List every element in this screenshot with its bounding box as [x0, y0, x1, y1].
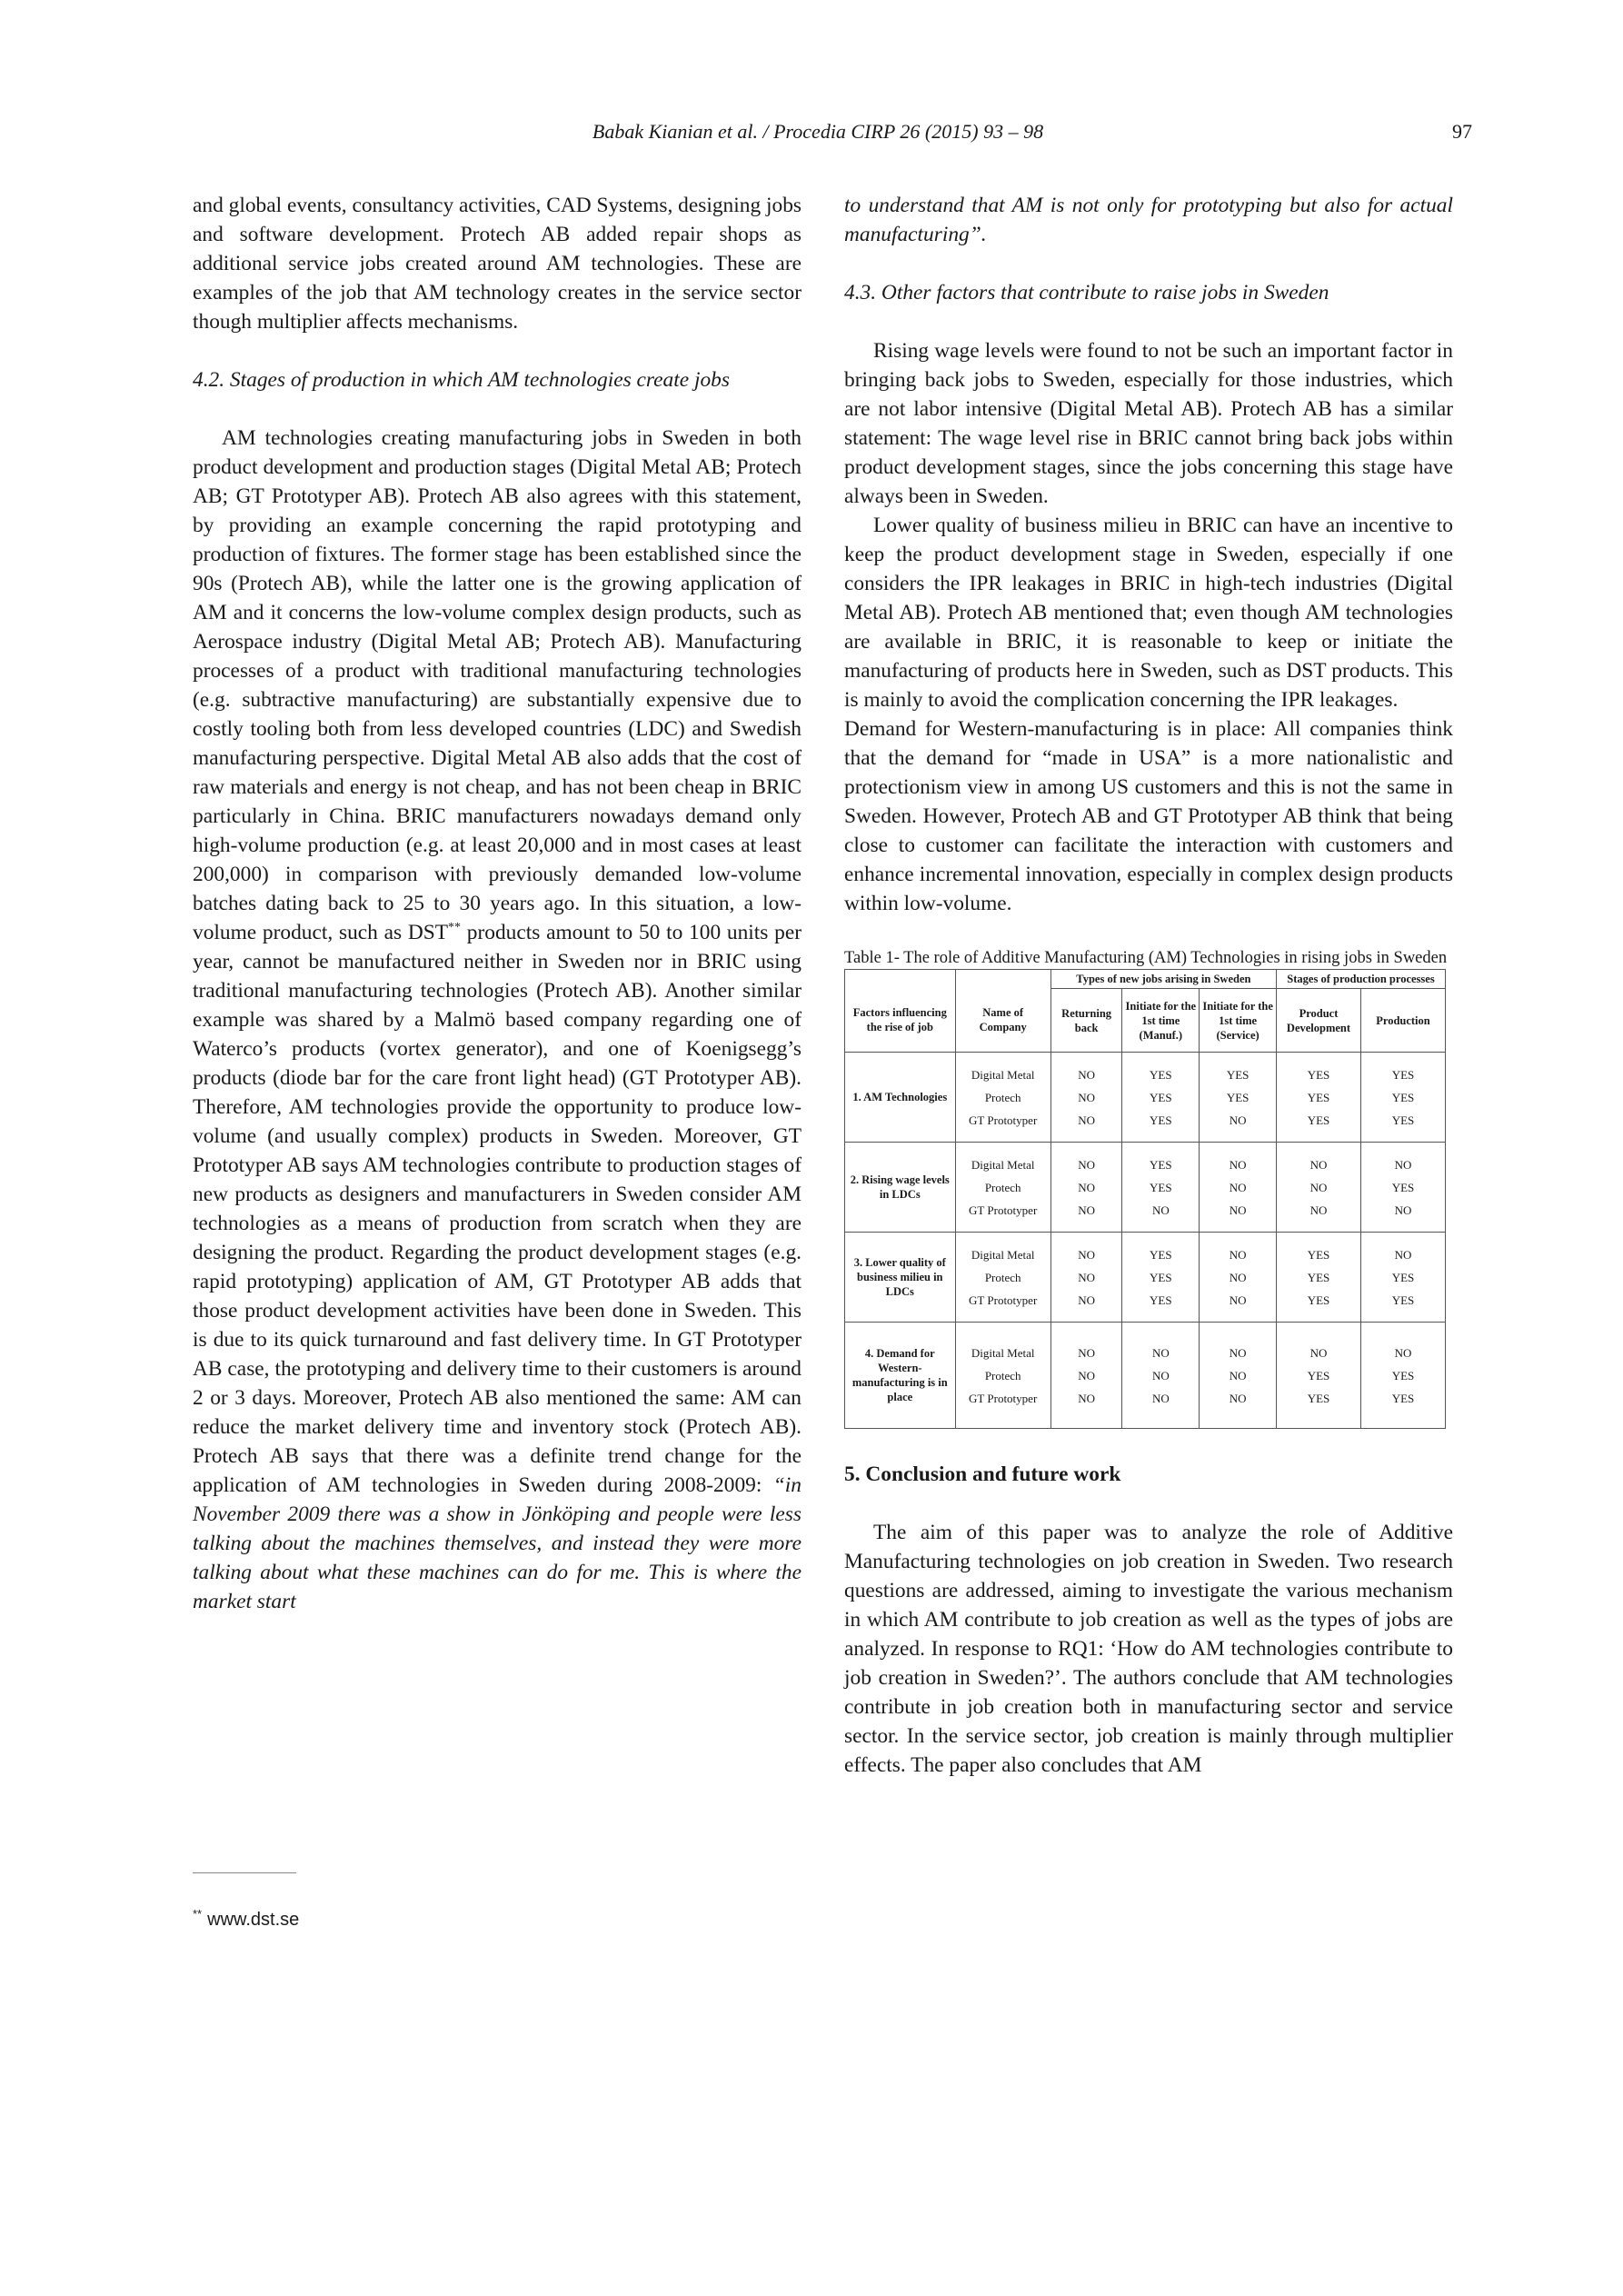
table-cell-production: [1360, 1053, 1445, 1143]
table-row: [845, 1323, 1446, 1429]
table-cell-value: GT Prototyper: [969, 1113, 1038, 1127]
table-cell-returning: [1050, 1053, 1122, 1143]
paragraph-text: products amount to 50 to 100 units per year, cannot be manufactured neither in Sweden nor in BRIC using traditional manufacturing technologies (Protech AB). Another similar example was shared by a Malmö based company regarding one of Waterco’s products (vortex generator), and one of Koenigsegg’s products (diode bar for the care front light head) (GT Prototyper AB). Therefore, AM technologies provide the opportunity to produce low-volume (and usually complex) products in Sweden. Moreover, GT Prototyper AB says AM technologies contribute to production stages of new products as designers and manufacturers in Sweden consider AM technologies as a means of production from scratch when they are designing the product. Regarding the product development stages (e.g. rapid prototyping) application of AM, GT Prototyper AB adds that those product development activities have been done in Sweden. This is due to its quick turnaround and fast delivery time. In GT Prototyper AB case, the prototyping and delivery time to their customers is around 2 or 3 days. Moreover, Protech AB also mentioned the same: AM can reduce the market delivery time and inventory stock (Protech AB). Protech AB says that there was a definite trend change for the application of AM technologies in Sweden during 2008-2009:: [193, 921, 802, 1497]
table-cell-value: YES: [1307, 1113, 1330, 1127]
table-cell-value: YES: [1307, 1368, 1330, 1383]
table-cell-value: NO: [1078, 1368, 1095, 1383]
table-cell-value: YES: [1150, 1113, 1172, 1127]
table-cell-production: [1360, 1143, 1445, 1233]
table-cell-value: NO: [1309, 1157, 1328, 1172]
table-cell-factor: 4. Demand for Western-manufacturing is in place: [845, 1323, 956, 1429]
table-cell-initiate-service: [1200, 1053, 1277, 1143]
table-cell-value: NO: [1151, 1345, 1170, 1360]
table-cell-value: NO: [1078, 1345, 1095, 1360]
footnote: [193, 1907, 299, 1931]
table-group-header-row: [845, 970, 1446, 989]
quotation: “in November 2009 there was a show in Jönköping and people were less talking about the machines themselves, and instead they were more talking about what these machines can do for me. This is where the market start: [193, 1473, 802, 1613]
table-row: [845, 1233, 1446, 1323]
table-cell-value: YES: [1150, 1157, 1172, 1172]
table-cell-value: YES: [1391, 1368, 1415, 1383]
table-cell-value: NO: [1394, 1157, 1412, 1172]
table-cell-value: Digital Metal: [971, 1157, 1035, 1172]
table-cell-value: NO: [1309, 1345, 1328, 1360]
running-head: Babak Kianian et al. / Procedia CIRP 26 (2015) 93 – 98: [592, 120, 1044, 143]
table-cell-value: YES: [1150, 1293, 1172, 1307]
table-cell-value: NO: [1078, 1293, 1095, 1307]
table-cell-value: YES: [1307, 1270, 1330, 1284]
table-cell-product-development: [1277, 1143, 1361, 1233]
table-header-initiate-manuf: Initiate for the 1st time (Manuf.): [1122, 989, 1200, 1053]
table-cell-value: YES: [1307, 1090, 1330, 1104]
table-cell-value: YES: [1226, 1090, 1250, 1104]
section-heading-4-3: 4.3. Other factors that contribute to raise jobs in Sweden: [844, 281, 1329, 304]
table-cell-value: GT Prototyper: [969, 1391, 1038, 1405]
table-header-company: Name of Company: [955, 989, 1050, 1053]
table-cell-value: YES: [1150, 1247, 1172, 1262]
paragraph: [193, 424, 802, 1616]
table-cell-value: NO: [1309, 1203, 1328, 1217]
table-row: [845, 1143, 1446, 1233]
table-cell-value: NO: [1229, 1368, 1247, 1383]
table-cell-value: YES: [1391, 1180, 1415, 1194]
table-cell-value: NO: [1394, 1203, 1412, 1217]
table-caption: Table 1- The role of Additive Manufacturing (AM) Technologies in rising jobs in Sweden: [844, 949, 1448, 967]
right-column: [844, 191, 1453, 1780]
table-cell-companies: [955, 1143, 1050, 1233]
table-cell-value: YES: [1391, 1090, 1415, 1104]
table-header-blank: [845, 970, 956, 989]
table-cell-value: YES: [1307, 1391, 1330, 1405]
table-row: [845, 1053, 1446, 1143]
table-cell-value: NO: [1078, 1391, 1095, 1405]
section-heading-4-2: 4.2. Stages of production in which AM technologies create jobs: [193, 368, 730, 392]
table-cell-value: YES: [1150, 1270, 1172, 1284]
table-cell-value: NO: [1394, 1345, 1412, 1360]
table-cell-returning: [1050, 1323, 1122, 1429]
table-cell-value: NO: [1078, 1113, 1095, 1127]
table-cell-value: NO: [1078, 1090, 1095, 1104]
table-cell-product-development: [1277, 1053, 1361, 1143]
table-header-initiate-service: Initiate for the 1st time (Service): [1200, 989, 1277, 1053]
table-cell-production: [1360, 1233, 1445, 1323]
table-cell-value: NO: [1078, 1247, 1095, 1262]
table-cell-value: YES: [1391, 1270, 1415, 1284]
table-cell-value: YES: [1391, 1067, 1415, 1082]
section-heading-5: 5. Conclusion and future work: [844, 1462, 1121, 1486]
table-cell-initiate-manuf: [1122, 1323, 1200, 1429]
table-header-blank: [955, 970, 1050, 989]
table-cell-value: NO: [1078, 1180, 1095, 1194]
table-column-header-row: [845, 989, 1446, 1053]
table-cell-product-development: [1277, 1323, 1361, 1429]
table-cell-value: NO: [1151, 1368, 1170, 1383]
table-cell-value: NO: [1229, 1345, 1247, 1360]
table-cell-value: YES: [1307, 1247, 1330, 1262]
table-cell-product-development: [1277, 1233, 1361, 1323]
table-cell-initiate-service: [1200, 1233, 1277, 1323]
footnote-text: www.dst.se: [207, 1910, 300, 1930]
table-cell-value: NO: [1151, 1203, 1170, 1217]
table-header-production: Production: [1360, 989, 1445, 1053]
table-cell-initiate-service: [1200, 1143, 1277, 1233]
footnote-ref: **: [448, 921, 462, 935]
table-cell-value: Digital Metal: [971, 1067, 1035, 1082]
table-cell-value: Protech: [984, 1090, 1021, 1104]
table-cell-companies: [955, 1323, 1050, 1429]
table-cell-returning: [1050, 1233, 1122, 1323]
table-cell-factor: 2. Rising wage levels in LDCs: [845, 1143, 956, 1233]
table-header-product-development: Product Development: [1277, 989, 1361, 1053]
table-cell-value: YES: [1391, 1293, 1415, 1307]
table-cell-value: NO: [1229, 1180, 1247, 1194]
table-cell-value: NO: [1229, 1203, 1247, 1217]
table-cell-value: NO: [1229, 1247, 1247, 1262]
table-cell-companies: [955, 1053, 1050, 1143]
table-cell-value: Protech: [984, 1270, 1021, 1284]
am-jobs-table: [844, 969, 1446, 1429]
table-cell-value: NO: [1229, 1113, 1247, 1127]
left-column: [193, 191, 802, 1616]
table-cell-value: NO: [1229, 1293, 1247, 1307]
table-cell-value: YES: [1391, 1113, 1415, 1127]
table-cell-value: YES: [1150, 1180, 1172, 1194]
table-cell-value: GT Prototyper: [969, 1203, 1038, 1217]
table-cell-value: NO: [1394, 1247, 1412, 1262]
table-cell-value: NO: [1078, 1270, 1095, 1284]
paragraph: Demand for Western-manufacturing is in place: All companies think that the demand for “made in USA” is a more nationalistic and protectionism view in among US customers and this is not the same in Sweden. However, Protech AB and GT Prototyper AB think that being close to customer can facilitate the interaction with customers and enhance incremental innovation, especially in complex design products within low-volume.: [844, 717, 1453, 915]
table-cell-value: Digital Metal: [971, 1247, 1035, 1262]
table-cell-value: NO: [1078, 1067, 1095, 1082]
table-cell-value: NO: [1309, 1180, 1328, 1194]
table-cell-value: YES: [1150, 1067, 1172, 1082]
table-cell-value: NO: [1078, 1157, 1095, 1172]
paragraph: and global events, consultancy activities, CAD Systems, designing jobs and software development. Protech AB added repair shops as additional service jobs created around AM technologies. These are examples of the job that AM technology creates in the service sector though multiplier affects mechanisms.: [193, 194, 802, 334]
table-cell-value: YES: [1307, 1067, 1330, 1082]
table-cell-value: Digital Metal: [971, 1345, 1035, 1360]
table-cell-value: NO: [1151, 1391, 1170, 1405]
page-number: 97: [1452, 120, 1472, 143]
table-block: [844, 947, 1453, 1429]
table-cell-production: [1360, 1323, 1445, 1429]
table-cell-value: NO: [1229, 1270, 1247, 1284]
table-header-returning: Returning back: [1050, 989, 1122, 1053]
footnote-divider: [193, 1872, 296, 1873]
footnote-mark: **: [193, 1907, 203, 1921]
table-cell-value: YES: [1150, 1090, 1172, 1104]
table-header-types: Types of new jobs arising in Sweden: [1050, 970, 1276, 989]
paragraph: Lower quality of business milieu in BRIC can have an incentive to keep the product development stage in Sweden, especially if one considers the IPR leakages in BRIC in high-tech industries (Digital Metal AB). Protech AB mentioned that; even though AM technologies are available in BRIC, it is reasonable to keep or initiate the manufacturing of products here in Sweden, such as DST products. This is mainly to avoid the complication concerning the IPR leakages.: [844, 514, 1453, 712]
table-cell-value: NO: [1078, 1203, 1095, 1217]
table-cell-returning: [1050, 1143, 1122, 1233]
table-cell-factor: 1. AM Technologies: [845, 1053, 956, 1143]
table-cell-value: Protech: [984, 1180, 1021, 1194]
table-cell-value: Protech: [984, 1368, 1021, 1383]
table-cell-value: YES: [1226, 1067, 1250, 1082]
table-cell-initiate-manuf: [1122, 1053, 1200, 1143]
table-cell-value: YES: [1307, 1293, 1330, 1307]
paragraph-text: AM technologies creating manufacturing jobs in Sweden in both product development and production stages (Digital Metal AB; Protech AB; GT Prototyper AB). Protech AB also agrees with this statement, by providing an example concerning the rapid prototyping and production of fixtures. The former stage has been established since the 90s (Protech AB), while the latter one is the growing application of AM and it concerns the low-volume complex design products, such as Aerospace industry (Digital Metal AB; Protech AB). Manufacturing processes of a product with traditional manufacturing technologies (e.g. subtractive manufacturing) are substantially expensive due to costly tooling both from less developed countries (LDC) and Swedish manufacturing perspective. Digital Metal AB also adds that the cost of raw materials and energy is not cheap, and has not been cheap in BRIC particularly in China. BRIC manufacturers nowadays demand only high-volume production (e.g. at least 20,000 and in most cases at least 200,000) in comparison with previously demanded low-volume batches dating back to 25 to 30 years ago. In this situation, a low-volume product, such as DST: [193, 426, 802, 944]
table-cell-value: YES: [1391, 1391, 1415, 1405]
paragraph: Rising wage levels were found to not be such an important factor in bringing back jobs to Sweden, especially for those industries, which are not labor intensive (Digital Metal AB). Protech AB has a similar statement: The wage level rise in BRIC cannot bring back jobs within product development stages, since the jobs concerning this stage have always been in Sweden.: [844, 339, 1453, 508]
table-cell-value: NO: [1229, 1391, 1247, 1405]
table-cell-factor: 3. Lower quality of business milieu in LDCs: [845, 1233, 956, 1323]
table-cell-initiate-manuf: [1122, 1143, 1200, 1233]
paragraph: The aim of this paper was to analyze the role of Additive Manufacturing technologies on job creation in Sweden. Two research questions are addressed, aiming to investigate the various mechanism in which AM contribute to job creation as well as the types of jobs are analyzed. In response to RQ1: ‘How do AM technologies contribute to job creation in Sweden?’. The authors conclude that AM technologies contribute in job creation both in manufacturing sector and service sector. In the service sector, job creation is mainly through multiplier effects. The paper also concludes that AM: [844, 1521, 1453, 1777]
table-cell-value: NO: [1229, 1157, 1247, 1172]
quotation: to understand that AM is not only for prototyping but also for actual manufacturing”.: [844, 194, 1453, 246]
table-cell-initiate-manuf: [1122, 1233, 1200, 1323]
table-cell-value: GT Prototyper: [969, 1293, 1038, 1307]
table-cell-initiate-service: [1200, 1323, 1277, 1429]
table-header-stages: Stages of production processes: [1277, 970, 1446, 989]
table-cell-companies: [955, 1233, 1050, 1323]
table-header-factors: Factors influencing the rise of job: [845, 989, 956, 1053]
